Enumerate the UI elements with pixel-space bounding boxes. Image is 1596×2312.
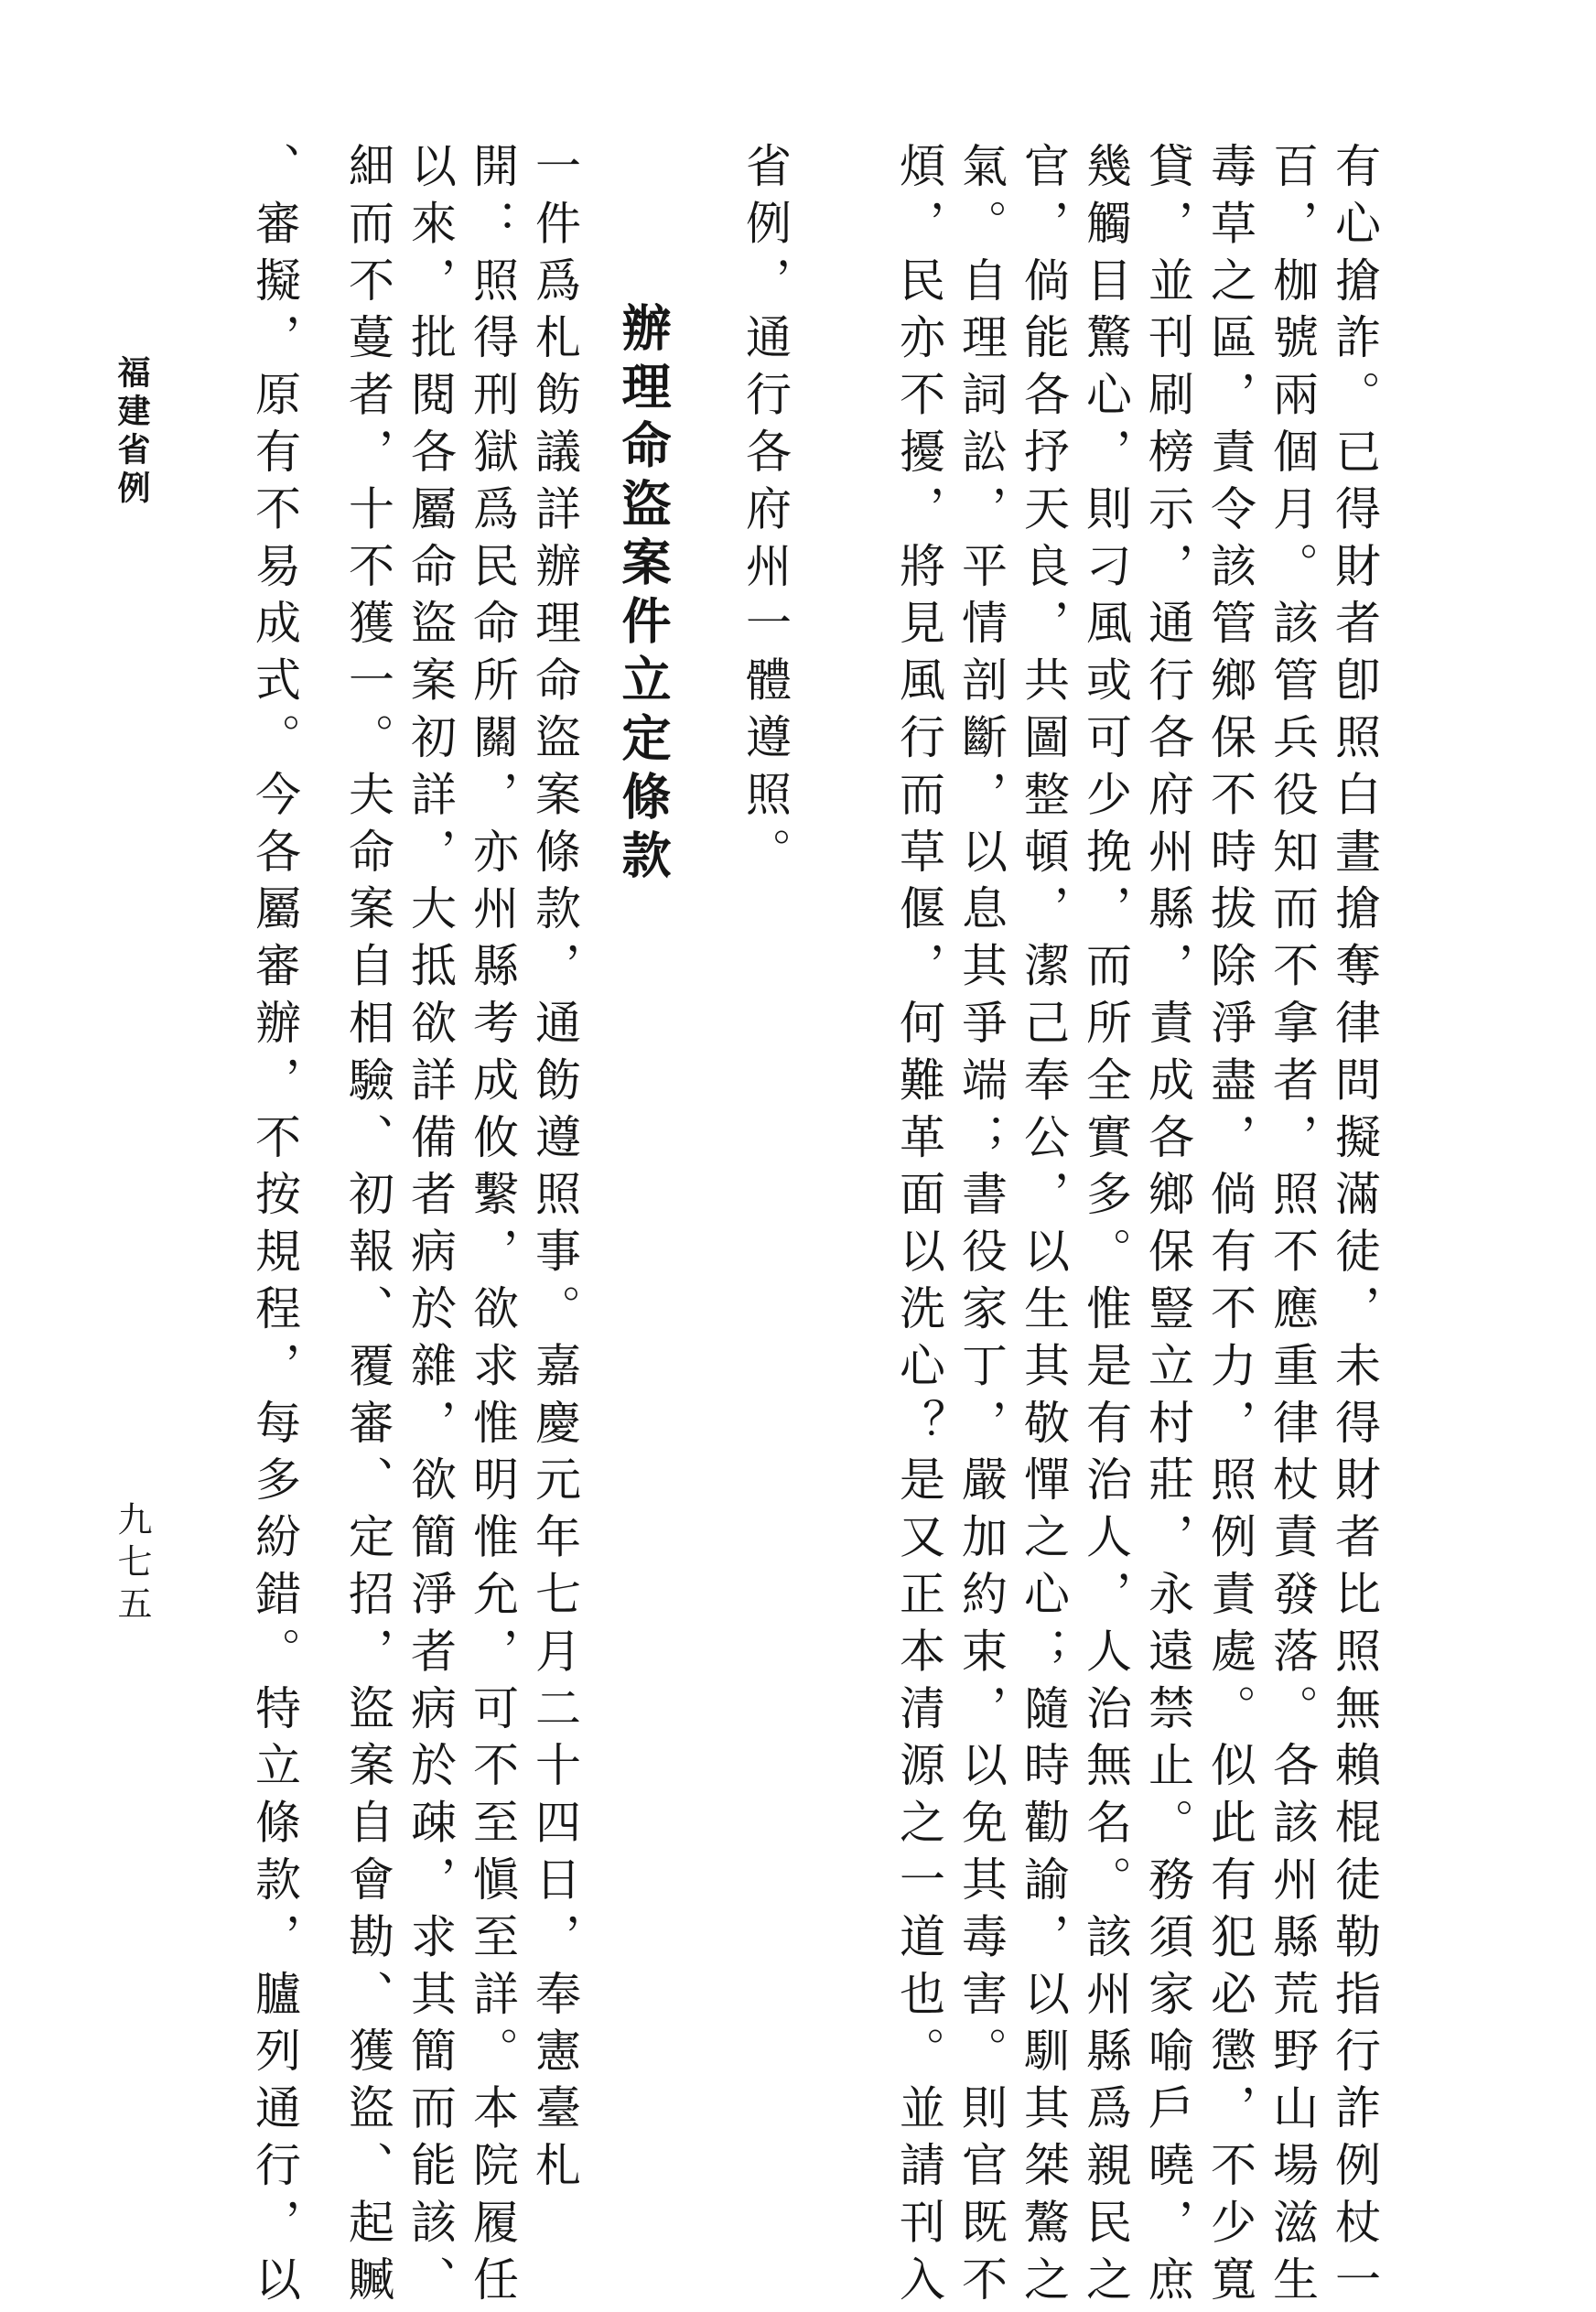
text-column-1: 有心搶詐。已得財者卽照白晝搶奪律問擬滿徒，未得財者比照無賴棍徒勒指行詐例杖一 — [1328, 142, 1381, 2312]
text-column-8: 煩，民亦不擾，將見風行而草偃，何難革面以洗心？是又正本清源之一道也。並請刊入 — [892, 142, 945, 2312]
text-column-4: 貸，並刊刷榜示，通行各府州縣，責成各鄉保豎立村莊，永遠禁止。務須家喻戶曉，庶 — [1141, 142, 1194, 2312]
text-column-5: 幾觸目驚心，則刁風或可少挽，而所全實多。惟是有治人，人治無名。該州縣爲親民之 — [1079, 142, 1132, 2312]
text-column-10: 一件爲札飭議詳辦理命盜案條款，通飭遵照事。嘉慶元年七月二十四日，奉憲臺札 — [528, 142, 581, 2199]
page-number: 九七五 — [112, 1501, 152, 1627]
text-column-9: 省例，通行各府州一體遵照。 — [739, 142, 792, 885]
text-column-11: 開：照得刑獄爲民命所關，亦州縣考成攸繫，欲求惟明惟允，可不至愼至詳。本院履任 — [466, 142, 519, 2312]
running-title: 福建省例 — [113, 355, 151, 509]
text-column-3: 毒草之區，責令該管鄉保不時拔除淨盡，倘有不力，照例責處。似此有犯必懲，不少寬 — [1203, 142, 1256, 2312]
text-column-13: 細而不蔓者，十不獲一。夫命案自相驗、初報、覆審、定招，盜案自會勘、獲盜、起贓 — [341, 142, 394, 2312]
text-column-14: 、審擬，原有不易成式。今各屬審辦，不按規程，每多紛錯。特立條款，臚列通行，以 — [248, 142, 301, 2312]
text-column-7: 氣。自理詞訟，平情剖斷，以息其爭端；書役家丁，嚴加約束，以免其毒害。則官既不 — [954, 142, 1008, 2312]
section-heading: 辦理命盜案件立定條款 — [614, 302, 672, 888]
text-column-6: 官，倘能各抒天良，共圖整頓，潔己奉公，以生其敬憚之心；隨時勸諭，以馴其桀驁之 — [1017, 142, 1070, 2312]
text-column-12: 以來，批閱各屬命盜案初詳，大抵欲詳備者病於雜，欲簡淨者病於疎，求其簡而能該、 — [404, 142, 457, 2312]
text-column-2: 百，枷號兩個月。該管兵役知而不拿者，照不應重律杖責發落。各該州縣荒野山場滋生 — [1266, 142, 1319, 2312]
